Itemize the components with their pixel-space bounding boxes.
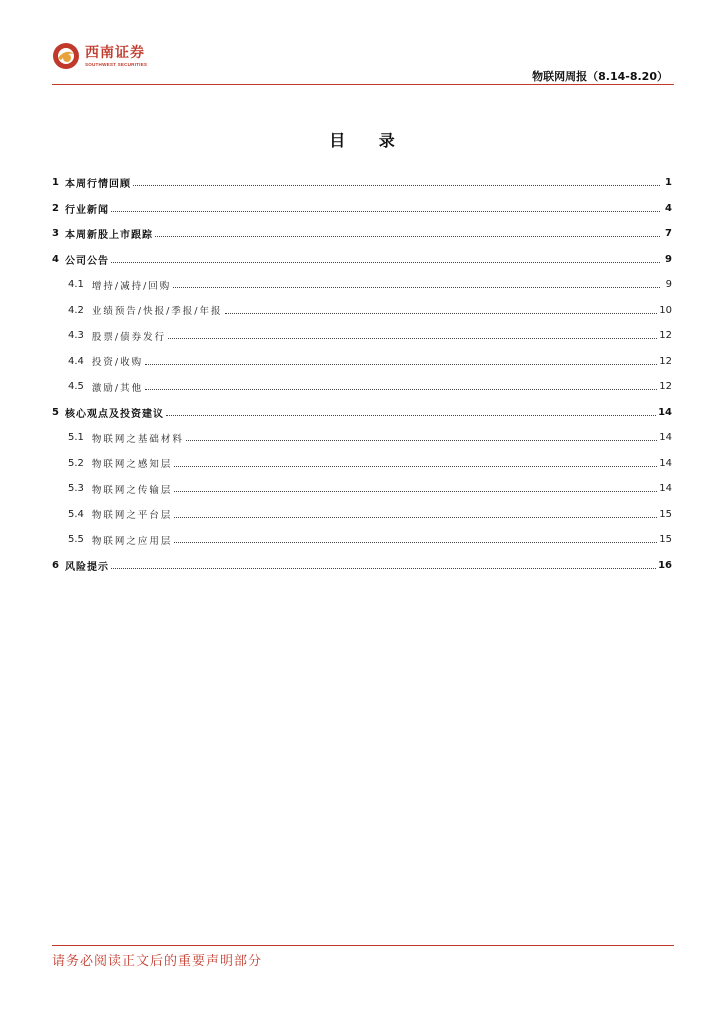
toc-entry-page: 14	[659, 432, 672, 444]
toc-entry-page: 9	[665, 253, 672, 265]
toc-dot-leader	[186, 440, 657, 441]
toc-entry-page: 14	[658, 406, 672, 418]
toc-entry[interactable]	[52, 374, 672, 400]
toc-dot-leader	[168, 338, 657, 339]
toc-entry[interactable]	[52, 196, 672, 222]
toc-entry[interactable]	[52, 323, 672, 349]
toc-entry-number: 4.2	[68, 304, 84, 316]
toc-entry-page: 4	[665, 202, 672, 214]
toc-dot-leader	[133, 185, 660, 186]
toc-entry-number: 4.4	[68, 355, 84, 367]
toc-dot-leader	[166, 415, 656, 416]
toc-entry-label: 本周行情回顾	[64, 179, 131, 191]
toc-dot-leader	[145, 389, 657, 390]
footer-disclaimer: 请务必阅读正文后的重要声明部分	[52, 954, 263, 969]
toc-dot-leader	[174, 466, 657, 467]
toc-entry[interactable]	[52, 527, 672, 553]
toc-entry[interactable]	[52, 476, 672, 502]
toc-entry[interactable]	[52, 425, 672, 451]
toc-entry-number: 2	[52, 202, 59, 214]
toc-entry-number: 4.5	[68, 381, 84, 393]
toc-entry[interactable]	[52, 553, 672, 579]
toc-entry-label: 物联网之平台层	[91, 510, 173, 522]
toc-dot-leader	[225, 313, 658, 314]
toc-entry[interactable]	[52, 247, 672, 273]
toc-entry-number: 5.2	[68, 457, 84, 469]
toc-entry-number: 4	[52, 253, 59, 265]
toc-entry-label: 公司公告	[64, 255, 109, 267]
toc-entry-label: 物联网之感知层	[91, 459, 173, 471]
logo-mark-icon	[52, 42, 80, 70]
logo-en-text: SOUTHWEST SECURITIES	[85, 61, 148, 67]
toc-entry-number: 3	[52, 228, 59, 240]
toc-dot-leader	[145, 364, 657, 365]
toc-dot-leader	[155, 236, 660, 237]
logo-cn-text: 西南证券	[85, 44, 145, 61]
toc-entry-number: 6	[52, 559, 59, 571]
toc-entry-number: 5.1	[68, 432, 84, 444]
toc-entry-label: 增持/减持/回购	[91, 280, 172, 292]
toc-entry-page: 1	[665, 177, 672, 189]
toc-entry[interactable]	[52, 400, 672, 426]
toc-entry-label: 激励/其他	[91, 382, 144, 394]
toc-entry-page: 7	[665, 228, 672, 240]
toc-entry-label: 核心观点及投资建议	[64, 408, 164, 420]
toc-entry-page: 12	[659, 355, 672, 367]
toc-entry-page: 9	[665, 279, 672, 291]
toc-entry-number: 4.3	[68, 330, 84, 342]
toc-entry[interactable]	[52, 502, 672, 528]
toc-entry-number: 1	[52, 177, 59, 189]
header-divider	[52, 84, 674, 85]
toc-dot-leader	[111, 568, 656, 569]
toc-dot-leader	[111, 211, 660, 212]
toc-entry[interactable]	[52, 272, 672, 298]
toc-entry-label: 物联网之基础材料	[91, 433, 184, 445]
toc-entry-number: 5.3	[68, 483, 84, 495]
toc-entry-label: 本周新股上市跟踪	[64, 230, 153, 242]
toc-dot-leader	[174, 517, 657, 518]
toc-entry-page: 15	[659, 534, 672, 546]
company-logo	[52, 42, 147, 70]
footer-divider	[52, 945, 674, 946]
toc-entry-page: 15	[659, 508, 672, 520]
toc-entry-label: 物联网之传输层	[91, 484, 173, 496]
toc-entry-page: 14	[659, 457, 672, 469]
toc-entry[interactable]	[52, 170, 672, 196]
toc-entry-number: 5.5	[68, 534, 84, 546]
toc-entry-label: 业绩预告/快报/季报/年报	[91, 306, 223, 318]
toc-entry-page: 12	[659, 381, 672, 393]
toc-entry[interactable]	[52, 451, 672, 477]
toc-entry-number: 5	[52, 406, 59, 418]
toc-entry-number: 5.4	[68, 508, 84, 520]
toc-entry-label: 投资/收购	[91, 357, 144, 369]
table-of-contents	[52, 170, 672, 578]
toc-entry-page: 14	[659, 483, 672, 495]
toc-entry-label: 股票/债券发行	[91, 331, 167, 343]
toc-entry-page: 12	[659, 330, 672, 342]
toc-entry[interactable]	[52, 349, 672, 375]
toc-entry[interactable]	[52, 221, 672, 247]
toc-entry-label: 风险提示	[64, 561, 109, 573]
toc-dot-leader	[174, 542, 657, 543]
toc-entry[interactable]	[52, 298, 672, 324]
toc-heading: 目 录	[329, 131, 409, 150]
toc-entry-label: 行业新闻	[64, 204, 109, 216]
page-header	[52, 40, 674, 86]
report-title: 物联网周报（8.14-8.20）	[532, 70, 668, 83]
toc-dot-leader	[111, 262, 660, 263]
toc-dot-leader	[174, 491, 657, 492]
toc-entry-page: 10	[659, 304, 672, 316]
toc-entry-page: 16	[658, 559, 672, 571]
toc-entry-label: 物联网之应用层	[91, 535, 173, 547]
toc-dot-leader	[173, 287, 660, 288]
toc-entry-number: 4.1	[68, 279, 84, 291]
